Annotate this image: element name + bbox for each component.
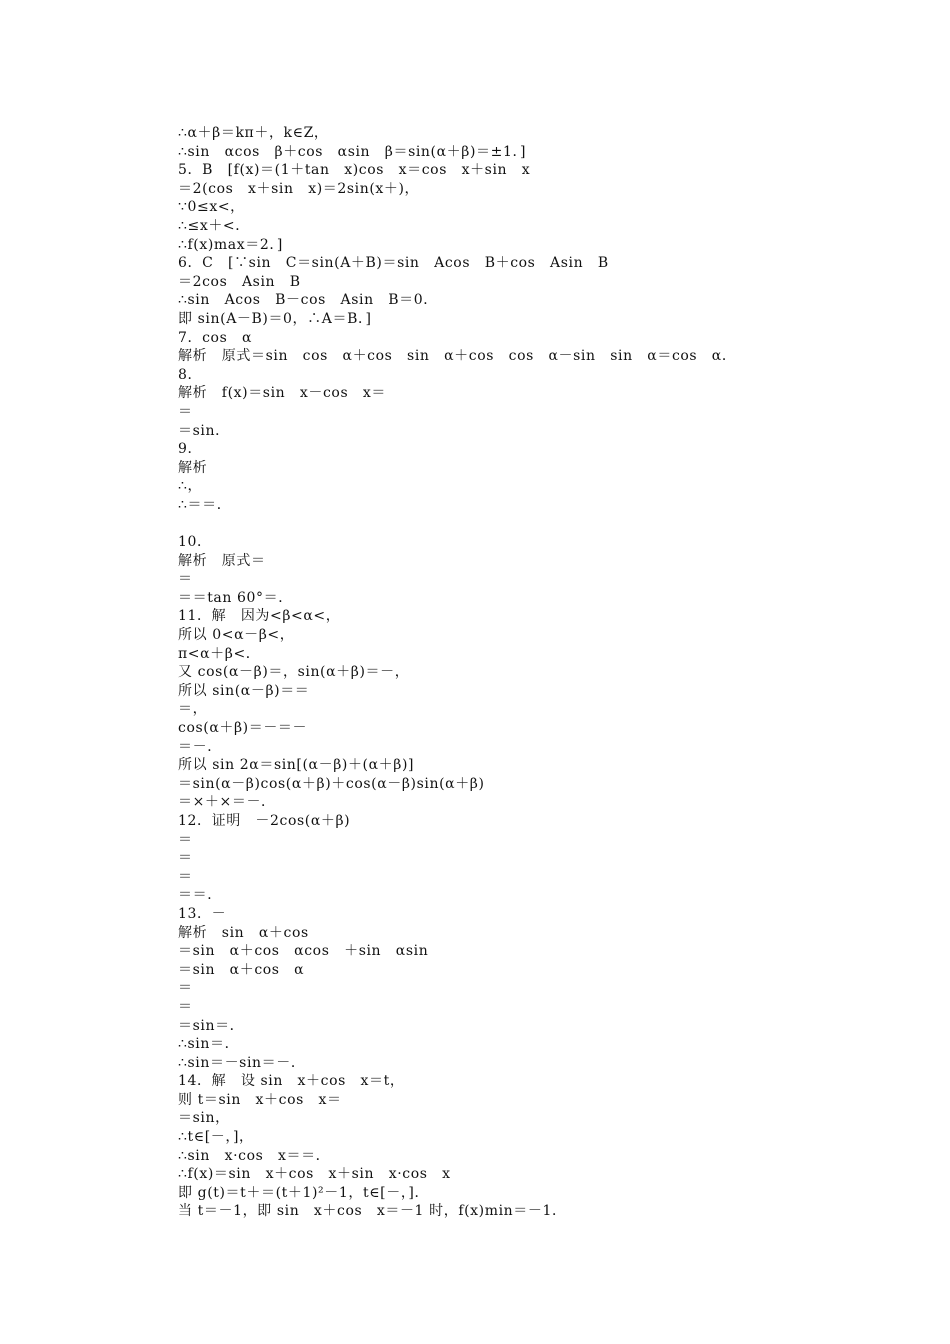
text-line: ∴sin x·cos x＝＝． (178, 1147, 331, 1164)
text-line: ∴t∈[－，]， (178, 1129, 254, 1146)
text-line: 14．解 设 sin x＋cos x＝t， (178, 1073, 405, 1090)
text-line: ＝sin＝． (178, 1017, 245, 1034)
text-line: 7．cos α (178, 329, 253, 346)
text-line (178, 514, 898, 533)
text-line: 解析 f(x)＝sin x－cos x＝ (178, 385, 386, 402)
text-line: 当 t＝－1，即 sin x＋cos x＝－1 时，f(x)min＝－1． (178, 1203, 567, 1220)
text-line: ＝ (178, 980, 193, 997)
text-line: 所以 sin 2α＝sin[(α－β)＋(α＋β)] (178, 757, 415, 774)
text-line: ∴＝＝． (178, 496, 232, 513)
text-line: ＝ (178, 831, 193, 848)
text-line: ＝sin． (178, 422, 230, 439)
text-line: ∴， (178, 478, 203, 495)
text-line: 所以 0<α－β<， (178, 627, 295, 644)
text-line: 11．解 因为<β<α<， (178, 608, 341, 625)
text-line: 5．B [f(x)＝(1＋tan x)cos x＝cos x＋sin x (178, 162, 531, 179)
text-line: ＝ (178, 998, 193, 1015)
text-line: π<α＋β<． (178, 645, 261, 662)
text-line: ∴≤x＋<． (178, 217, 250, 234)
text-line: ∴sin αcos β＋cos αsin β＝sin(α＋β)＝±1．] (178, 143, 527, 160)
text-line: ＝ (178, 571, 193, 588)
text-line: ＝＝tan 60°＝． (178, 589, 293, 606)
text-line: 则 t＝sin x＋cos x＝ (178, 1091, 342, 1108)
text-line: 即 sin(A－B)＝0，∴A＝B．] (178, 310, 372, 327)
text-line: 9． (178, 441, 203, 458)
text-line: 解析 原式＝sin cos α＋cos sin α＋cos cos α－sin sin α＝cos α． (178, 348, 737, 365)
text-line: 即 g(t)＝t＋＝(t＋1)²－1，t∈[－，]． (178, 1184, 430, 1201)
text-line: ＝ (178, 868, 193, 885)
text-line: cos(α＋β)＝－＝－ (178, 720, 308, 736)
text-line: ∵0≤x<， (178, 199, 245, 216)
text-line: ＝sin α＋cos αcos ＋sin αsin (178, 943, 429, 960)
text-line: 又 cos(α－β)＝，sin(α＋β)＝－， (178, 664, 410, 681)
text-line: ＝sin， (178, 1110, 230, 1127)
text-line: ＝sin(α－β)cos(α＋β)＋cos(α－β)sin(α＋β) (178, 775, 485, 792)
text-line: 解析 sin α＋cos (178, 924, 309, 941)
text-line: 解析 原式＝ (178, 552, 266, 569)
text-line: 8． (178, 366, 203, 383)
text-line: ＝＝． (178, 887, 222, 904)
text-line: 13．－ (178, 905, 227, 922)
text-line: ∴f(x)＝sin x＋cos x＋sin x·cos x (178, 1166, 451, 1183)
text-line: 10． (178, 534, 212, 551)
text-line: ＝2(cos x＋sin x)＝2sin(x＋)， (178, 180, 420, 197)
text-line: ＝sin α＋cos α (178, 961, 305, 978)
text-line: ∴sin＝． (178, 1036, 240, 1053)
text-line: 解析 (178, 459, 208, 476)
text-line: 12．证明 －2cos(α＋β) (178, 812, 351, 829)
text-line: 所以 sin(α－β)＝＝ (178, 682, 310, 699)
text-line: ∴f(x)max＝2．] (178, 236, 283, 253)
text-line: 6．C [∵sin C＝sin(A＋B)＝sin Acos B＋cos Asin B (178, 255, 609, 272)
text-line: ＝×＋×＝－． (178, 794, 276, 811)
text-line: ∴sin＝－sin＝－． (178, 1054, 306, 1071)
text-line: ∴α＋β＝kπ＋，k∈Z， (178, 125, 329, 141)
text-line: ＝ (178, 403, 193, 420)
text-line: ＝， (178, 701, 208, 718)
answer-document (178, 124, 898, 1221)
text-line: ＝－． (178, 738, 222, 755)
text-line: ＝2cos Asin B (178, 273, 301, 290)
text-line: ＝ (178, 850, 193, 867)
text-line: ∴sin Acos B－cos Asin B＝0． (178, 292, 438, 309)
